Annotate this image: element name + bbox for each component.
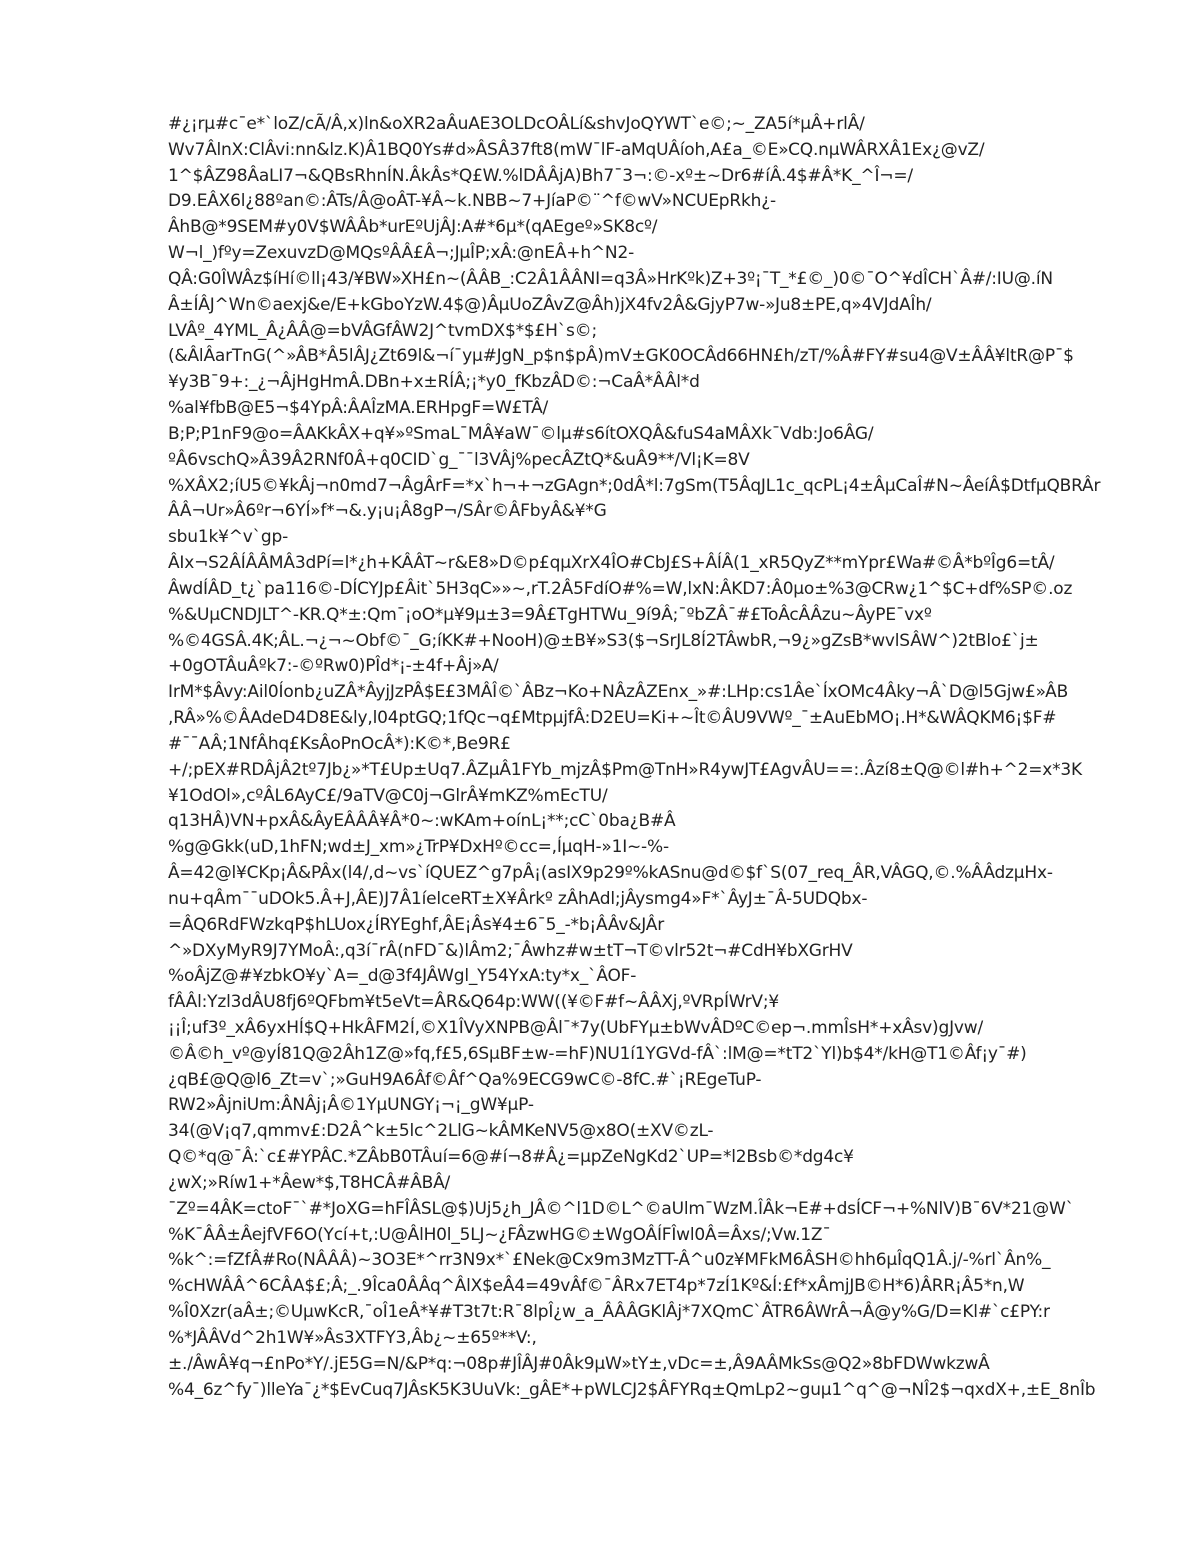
text-line: (&ÂlÂarTnG(^»ÂB*Â5lÂJ¿Zt69l&¬í¯yµ#JgN_p$n$pÂ)mV±GK0OCÂd66HN£h/zT/%Â#FY#su4@V±ÂÂ¥ltR@P¯$ (168, 346, 1074, 367)
text-line: Â±ÍÂJ^Wn©aexj&e/E+kGboYzW.4$@)ÂµUoZÂvZ@Âh)jX4fv2Â&GjyP7w-»Ju8±PE,q»4VJdAÎh/ (168, 294, 932, 315)
text-line: RW2»ÂjniUm:ÂNÂj¡Â©1YµUNGY¡¬¡_gW¥µP- (168, 1095, 534, 1116)
text-line: %Î0Xzr(aÂ±;©UµwKcR,¯oÎ1eÂ*¥#T3t7t:R¯8lpÎ¿w_a_ÂÂÂGKlÂj*7XQmC`ÂTR6ÂWrÂ¬Â@y%G/D=Kl#`c£PY:r (168, 1302, 1050, 1323)
text-line: fÂÂl:Yzl3dÂU8fj6ºQFbm¥t5eVt=ÂR&Q64p:WW((¥©F#f~ÂÂXj,ºVRpÍWrV;¥ (168, 992, 779, 1013)
text-line: QÂ:G0ÎWÂz$íHí©ll¡43/¥BW»XH£n~(ÂÂB_:C2Â1ÂÂNI=q3Â»HrKºk)Z+3º¡¯T_*£©_)0©¯O^¥dÎCH`Â#/:IU@.íN (168, 268, 1053, 289)
text-line: ÂwdÍÂD_t¿`pa116©-DÍCYJp£Âit`5H3qC»»~,rT.2Â5FdíO#%=W,lxN:ÂKD7:Â0µo±%3@CRw¿1^$C+df%SP©.oz (168, 578, 1073, 599)
text-line: +0gOTÂuÂºk7:-©ºRw0)PÎd*¡-±4f+Âj»A/ (168, 656, 499, 677)
text-line: ÂhB@*9SEM#y0V$WÂÂb*urEºUjÂJ:A#*6µ*(qAEgeº»SK8cº/ (168, 217, 658, 238)
text-line: ^»DXyMyR9J7YMoÂ:,q3í¯rÂ(nFD¯&)lÂm2;¯Âwhz#w±tT¬T©vlr52t¬#CdH¥bXGrHV (168, 940, 853, 961)
text-line: %4_6z^fy¯)lleYa¯¿*$EvCuq7JÂsK5K3UuVk:_gÂE*+pWLCJ2$ÂFYRq±QmLp2~guµ1^q^@¬NÎ2$¬qxdX+,±E_8nÎb (168, 1379, 1096, 1400)
text-line: LVÂº_4YML_Â¿ÂÂ@=bVÂGfÂW2J^tvmDX$*$£H`s©; (168, 320, 597, 341)
text-line: q13HÂ)VN+pxÂ&ÂyEÂÂÂ¥Â*0~:wKAm+oínL¡**;cC`0ba¿B#Â (168, 811, 676, 832)
text-line: Â=42@l¥CKp¡Â&PÂx(l4/,d~vs`íQUEZ^g7pÂ¡(asIX9p29º%kASnu@d©$f`S(07_req_ÂR,VÂGQ,©.%ÂÂdzµHx- (168, 863, 1053, 884)
text-line: W¬l_)fºy=ZexuvzD@MQsºÂÂ£Â¬;JµÎP;xÂ:@nEÂ+h^N2- (168, 243, 635, 264)
text-line: ,RÂ»%©ÂAdeD4D8E&ly,l04ptGQ;1fQc¬q£MtpµjfÂ:D2EU=Ki+~Ît©ÂU9VWº_¯±AuEbMO¡.H*&WÂQKM6¡$F# (168, 708, 1057, 729)
text-line: ©Â©h_vº@yÍ81Q@2Âh1Z@»fq,f£5,6SµBF±w-=hF)NU1í1YGVd-fÂ`:lM@=*tT2`Yl)b$4*/kH@T1©Âf¡y¯#) (168, 1043, 1027, 1064)
text-line: 1^$ÂZ98ÂaLI7¬&QBsRhnÍN.ÂkÂs*Q£W.%lDÂÂjA)Bh7¯3¬:©-xº±~Dr6#íÂ.4$#Â*K_^Î¬=/ (168, 165, 913, 186)
text-line: nu+qÂm¯¯uDOk5.Â+J,ÂE)J7Â1íelceRT±X¥Ârkº zÂhAdl;jÂysmg4»F*`ÂyJ±¯Â-5UDQbx- (168, 888, 868, 909)
text-line: ±./ÂwÂ¥q¬£nPo*Y/.jE5G=N/&P*q:¬08p#JÎÂJ#0Âk9µW»tY±,vDc=±,Â9AÂMkSs@Q2»8bFDWwkzwÂ (168, 1353, 990, 1374)
text-line: %K¯ÂÂ±ÂejfVF6O(Ycí+t,:U@ÂlH0l_5LJ~¿FÂzwHG©±WgOÂÍFÎwl0Â=Âxs/;Vw.1Z¯ (168, 1224, 831, 1245)
text-line: +/;pEX#RDÂjÂ2tº7Jb¿»*T£Up±Uq7.ÂZµÂ1FYb_mjzÂ$Pm@TnH»R4ywJT£AgvÂU==:.Âzí8±Q@©l#h+^2=x*3K (168, 759, 1082, 780)
text-line: %g@Gkk(uD,1hFN;wd±J_xm»¿TrP¥DxHº©cc=,ÍµqH-»1I~-%- (168, 837, 669, 858)
document-body (168, 112, 1123, 1403)
text-line: ÂÂ¬Ur»Â6ºr¬6YÍ»f*¬&.y¡u¡Â8gP¬/SÂr©ÂFbyÂ&¥*G (168, 501, 607, 522)
text-line: ¿wX;»Ríw1+*Âew*$,T8HCÂ#ÂBÂ/ (168, 1172, 451, 1193)
text-line: %&UµCNDJLT^-KR.Q*±:Qm¯¡oO*µ¥9µ±3=9Â£TgHTWu_9í9Â;¯ºbZÂ¯#£ToÂcÂÂzu~ÂyPE¯vxº (168, 604, 932, 625)
text-line: %©4GSÂ.4K;ÂL.¬¿¬~Obf©¯_G;íKK#+NooH)@±B¥»S3($¬SrJL8Í2TÂwbR,¬9¿»gZsB*wvlSÂW^)2tBlo£`j± (168, 630, 1039, 651)
text-line: ºÂ6vschQ»Â39Â2RNf0Â+q0CID`g_¯¯l3VÂj%pecÂZtQ*&uÂ9**/Vl¡K=8V (168, 449, 750, 470)
text-line: D9.EÂX6l¿88ºan©:ÂTs/Â@oÂT-¥Â~k.NBB~7+JíaP©¨^f©wV»NCUEpRkh¿- (168, 191, 776, 212)
text-line: ÂIx¬S2ÂÍÂÂMÂ3dPí=l*¿h+KÂÂT~r&E8»D©p£qµXrX4ÎO#CbJ£S+ÂÍÂ(1_xR5QyZ**mYpr£Wa#©Â*bºÎg6=tÂ/ (168, 553, 1055, 574)
text-line: ¿qB£@Q@l6_Zt=v`;»GuH9A6Âf©Âf^Qa%9ECG9wC©-8fC.#`¡REgeTuP- (168, 1069, 762, 1090)
text-line: #¯¯AÂ;1NfÂhq£KsÂoPnOcÂ*):K©*,Be9R£ (168, 733, 511, 754)
text-line: %k^:=fZfÂ#Ro(NÂÂÂ)~3O3E*^rr3N9x*`£Nek@Cx9m3MzTT-Â^u0z¥MFkM6ÂSH©hh6µÎqQ1Â.j/-%rl`Ân%_ (168, 1250, 1051, 1271)
text-line: IrM*$Âvy:Ail0Íonb¿uZÂ*ÂyjJzPÂ$E£3MÂÎ©`ÂBz¬Ko+NÂzÂZEnx_»#:LHp:cs1Âe`ÍxOMc4Âky¬Â`D@l5Gjw£»ÂB (168, 682, 1069, 703)
text-line: ¥y3B¯9+:_¿¬ÂjHgHmÂ.DBn+x±RÍÂ;¡*y0_fKbzÂD©:¬CaÂ*ÂÂl*d (168, 372, 700, 393)
text-line: %al¥fbB@E5¬$4YpÂ:ÂAÎzMA.ERHpgF=W£TÂ/ (168, 398, 549, 419)
text-line: %cHWÂÂ^6CÂA$£;Â;_.9Îca0ÂÂq^ÂlX$eÂ4=49vÂf©¯ÂRx7ET4p*7zÍ1Kº&Í:£f*xÂmjJB©H*6)ÂRR¡Â5*n,W (168, 1276, 1025, 1297)
text-line: Wv7ÂlnX:ClÂvi:nn&lz.K)Â1BQ0Ys#d»ÂSÂ37ft8(mW¯lF-aMqUÂíoh,A£a_©E»CQ.nµWÂRXÂ1Ex¿@vZ/ (168, 139, 985, 160)
text-line: Q©*q@¯Â:`c£#YPÂC.*ZÂbB0TÂuí=6@#í¬8#Â¿=µpZeNgKd2`UP=*l2Bsb©*dg4c¥ (168, 1147, 854, 1168)
text-line: #¿¡rµ#c¯e*`loZ/cÃ/Â,x)ln&oXR2aÂuAE3OLDcOÂLí&shvJoQYWT`e©;~_ZA5í*µÂ+rlÂ/ (168, 114, 865, 134)
text-line: ¯Zº=4ÂK=ctoF¯`#*JoXG=hFÎÂSL@$)Uj5¿h_JÂ©^l1D©L^©aUlm¯WzM.ÎÂk¬E#+dsÍCF¬+%NlV)B¯6V*21@W` (168, 1198, 1074, 1219)
text-line: %XÂX2;íU5©¥kÂj¬n0md7¬ÂgÂrF=*x`h¬+¬zGAgn*;0dÂ*l:7gSm(T5ÂqJL1c_qcPL¡4±ÂµCaÎ#N~ÂeíÂ$DtfµQBRÂr (168, 475, 1101, 496)
text-line: B;P;P1nF9@o=ÂAKkÂX+q¥»ºSmaL¯MÂ¥aW¯©lµ#s6ítOXQÂ&fuS4aMÂXk¯Vdb:Jo6ÂG/ (168, 423, 874, 444)
text-line: 34(@V¡q7,qmmv£:D2Â^k±5lc^2LlG~kÂMKeNV5@x8O(±XV©zL- (168, 1121, 714, 1142)
text-line: sbu1k¥^v`gp- (168, 527, 289, 548)
text-line: ¡¡Î;uf3º_xÂ6yxHÍ$Q+HkÂFM2Í,©X1ÎVyXNPB@Âl¯*7y(UbFYµ±bWvÂDºC©ep¬.mmÎsH*+xÂsv)gJvw/ (168, 1017, 983, 1038)
text-line: =ÂQ6RdFWzkqP$hLUox¿ÍRYEghf,ÂE¡Âs¥4±6¯5_-*b¡ÂÂv&JÂr (168, 914, 665, 935)
text-line: ¥1OdOl»,cºÂL6AyC£/9aTV@C0j¬GlrÂ¥mKZ%mEcTU/ (168, 785, 608, 806)
text-line: %oÂjZ@#¥zbkO¥y`A=_d@3f4JÂWgl_Y54YxA:ty*x_`ÂOF- (168, 966, 637, 987)
text-line: %*JÂÂVd^2h1W¥»Âs3XTFY3,Âb¿~±65º**V:, (168, 1327, 537, 1348)
